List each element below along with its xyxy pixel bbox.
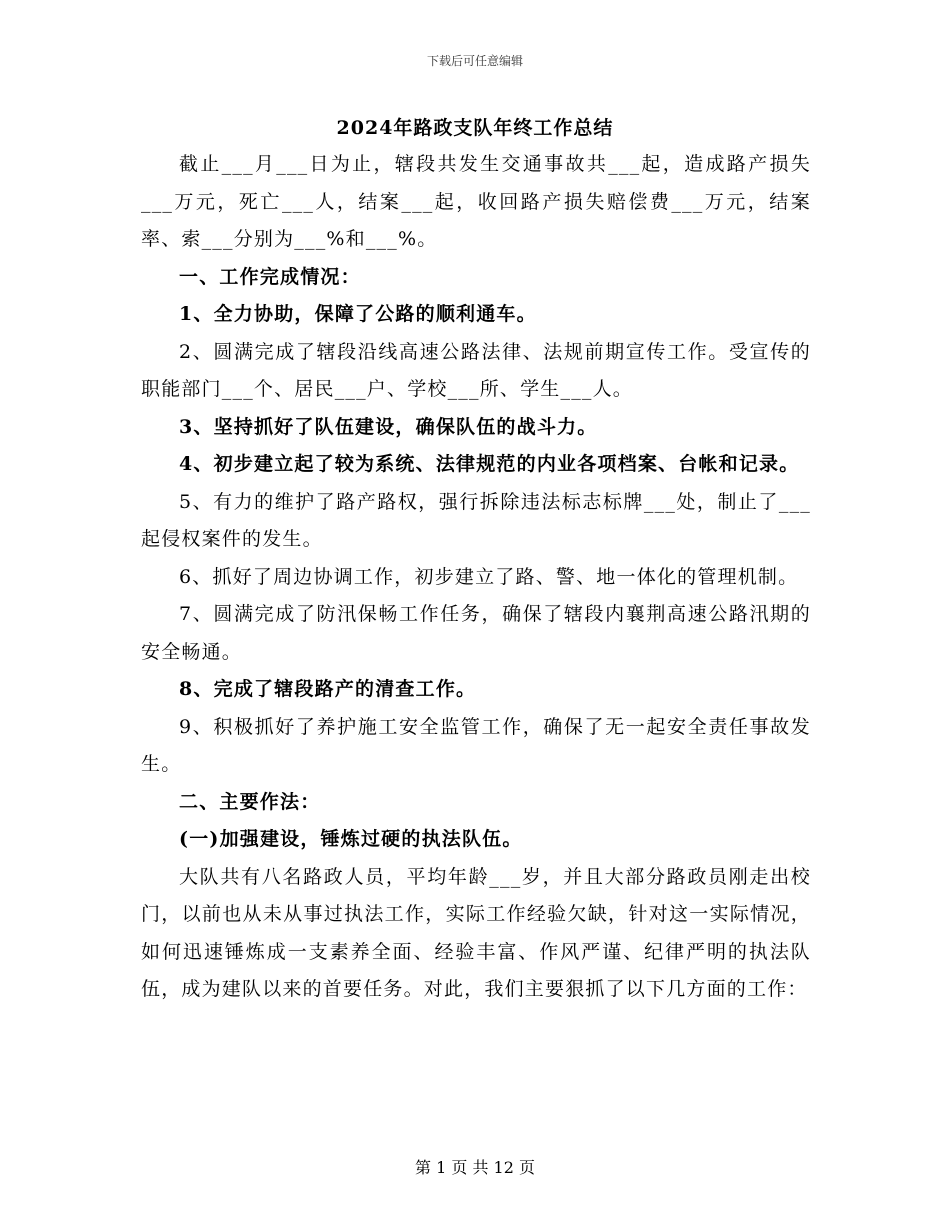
paragraph: 7、圆满完成了防汛保畅工作任务，确保了辖段内襄荆高速公路汛期的安全畅通。 [141, 603, 811, 663]
paragraph: (一)加强建设，锤炼过硬的执法队伍。 [179, 828, 523, 850]
paragraph: 2、圆满完成了辖段沿线高速公路法律、法规前期宣传工作。受宣传的职能部门___个、居民___户、学校___所、学生___人。 [141, 340, 811, 400]
paragraph: 截止___月___日为止，辖段共发生交通事故共___起，造成路产损失___万元，死亡___人，结案___起，收回路产损失赔偿费___万元，结案率、索___分别为___%和___%。 [141, 153, 811, 250]
page-header-note: 下载后可任意编辑 [426, 54, 523, 68]
paragraph: 1、全力协助，保障了公路的顺利通车。 [179, 303, 537, 325]
paragraph: 大队共有八名路政人员，平均年龄___岁，并且大部分路政员刚走出校门，以前也从未从事过执法工作，实际工作经验欠缺，针对这一实际情况，如何迅速锤炼成一支素养全面、经验丰富、作风严谨、纪律严明的执法队伍，成为建队以来的首要任务。对此，我们主要狠抓了以下几方面的工作： [141, 865, 811, 1000]
paragraph: 5、有力的维护了路产路权，强行拆除违法标志标牌___处，制止了___起侵权案件的发生。 [141, 490, 811, 550]
page-number: 第 1 页 共 12 页 [415, 1158, 535, 1177]
paragraph: 3、坚持抓好了队伍建设，确保队伍的战斗力。 [179, 415, 598, 438]
document-body [141, 146, 811, 1009]
paragraph: 9、积极抓好了养护施工安全监管工作，确保了无一起安全责任事故发生。 [141, 715, 811, 775]
paragraph: 8、完成了辖段路产的清查工作。 [179, 678, 477, 700]
paragraph: 4、初步建立起了较为系统、法律规范的内业各项档案、台帐和记录。 [179, 453, 800, 475]
document-title: 2024年路政支队年终工作总结 [336, 117, 614, 139]
paragraph: 二、主要作法： [179, 790, 321, 813]
paragraph: 一、工作完成情况： [179, 265, 361, 288]
paragraph: 6、抓好了周边协调工作，初步建立了路、警、地一体化的管理机制。 [179, 565, 799, 588]
